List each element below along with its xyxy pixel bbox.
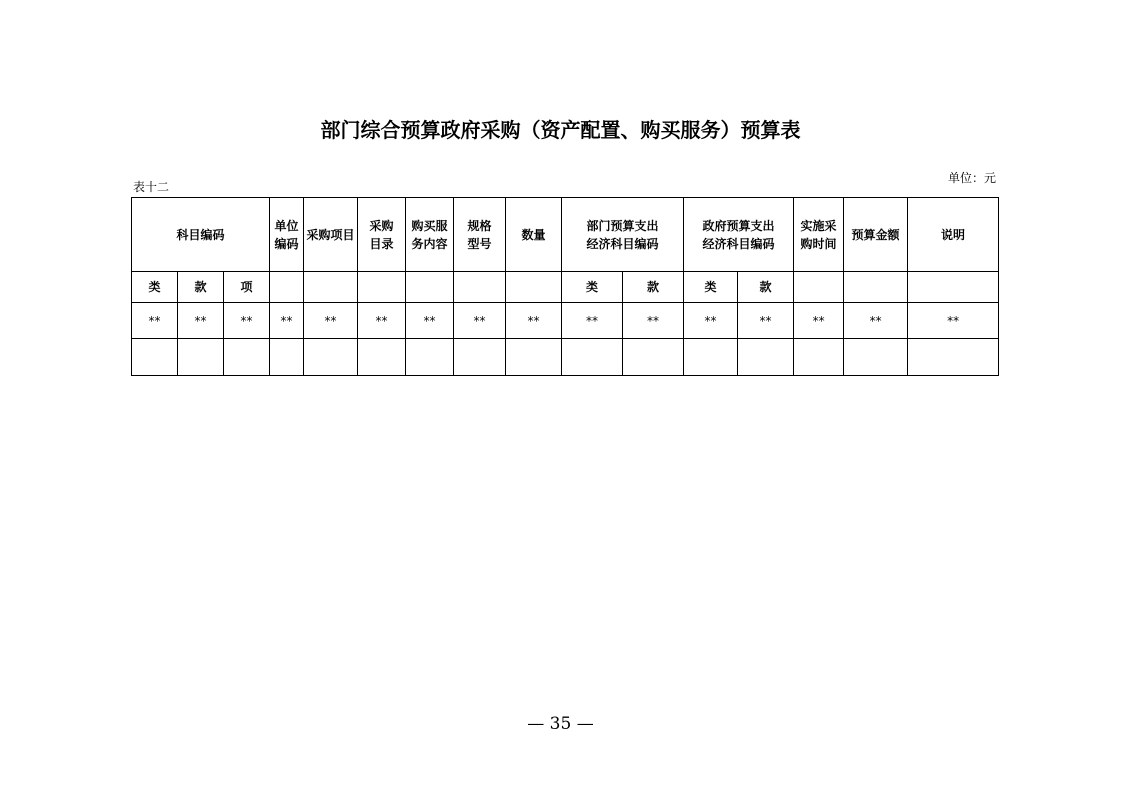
empty-cell <box>358 272 406 303</box>
table-cell: ** <box>358 303 406 339</box>
header-note: 说明 <box>908 198 999 272</box>
empty-cell <box>684 339 738 376</box>
empty-cell <box>304 339 358 376</box>
table-cell: ** <box>506 303 562 339</box>
table-cell: ** <box>132 303 178 339</box>
table-cell: ** <box>454 303 506 339</box>
empty-cell <box>358 339 406 376</box>
empty-row <box>132 339 999 376</box>
table-cell: ** <box>562 303 623 339</box>
table-cell: ** <box>224 303 270 339</box>
header-subject-code: 科目编码 <box>132 198 270 272</box>
table-cell: ** <box>794 303 844 339</box>
subheader-gov-lei: 类 <box>684 272 738 303</box>
empty-cell <box>562 339 623 376</box>
empty-cell <box>506 339 562 376</box>
header-dept-econ-code: 部门预算支出 经济科目编码 <box>562 198 684 272</box>
subheader-lei: 类 <box>132 272 178 303</box>
empty-cell <box>132 339 178 376</box>
empty-cell <box>406 339 454 376</box>
header-gov-econ-code: 政府预算支出 经济科目编码 <box>684 198 794 272</box>
header-spec-model: 规格 型号 <box>454 198 506 272</box>
subheader-xiang: 项 <box>224 272 270 303</box>
table-row <box>132 303 999 339</box>
empty-cell <box>794 272 844 303</box>
empty-cell <box>908 339 999 376</box>
empty-cell <box>270 339 304 376</box>
empty-cell <box>844 339 908 376</box>
table-number: 表十二 <box>133 180 170 194</box>
header-purchase-item: 采购项目 <box>304 198 358 272</box>
subheader-gov-kuan: 款 <box>738 272 794 303</box>
empty-cell <box>844 272 908 303</box>
table-cell: ** <box>684 303 738 339</box>
header-row <box>132 198 999 272</box>
empty-cell <box>270 272 304 303</box>
table-cell: ** <box>178 303 224 339</box>
header-budget-amount: 预算金额 <box>844 198 908 272</box>
empty-cell <box>506 272 562 303</box>
subheader-dept-lei: 类 <box>562 272 623 303</box>
table-cell: ** <box>623 303 684 339</box>
header-unit-code: 单位 编码 <box>270 198 304 272</box>
empty-cell <box>454 339 506 376</box>
empty-cell <box>224 339 270 376</box>
subheader-kuan: 款 <box>178 272 224 303</box>
empty-cell <box>908 272 999 303</box>
unit-label: 单位：元 <box>948 171 997 185</box>
empty-cell <box>738 339 794 376</box>
header-purchase-time: 实施采 购时间 <box>794 198 844 272</box>
header-catalog: 采购 目录 <box>358 198 406 272</box>
empty-cell <box>406 272 454 303</box>
subheader-row <box>132 272 999 303</box>
header-service-content: 购买服 务内容 <box>406 198 454 272</box>
empty-cell <box>454 272 506 303</box>
table-cell: ** <box>406 303 454 339</box>
page-title: 部门综合预算政府采购（资产配置、购买服务）预算表 <box>320 118 801 142</box>
table-cell: ** <box>738 303 794 339</box>
table-cell: ** <box>304 303 358 339</box>
procurement-budget-table <box>131 197 999 376</box>
empty-cell <box>304 272 358 303</box>
empty-cell <box>178 339 224 376</box>
page-number: — 35 — <box>527 714 594 734</box>
table-cell: ** <box>908 303 999 339</box>
empty-cell <box>623 339 684 376</box>
table-cell: ** <box>844 303 908 339</box>
subheader-dept-kuan: 款 <box>623 272 684 303</box>
header-quantity: 数量 <box>506 198 562 272</box>
empty-cell <box>794 339 844 376</box>
table-cell: ** <box>270 303 304 339</box>
